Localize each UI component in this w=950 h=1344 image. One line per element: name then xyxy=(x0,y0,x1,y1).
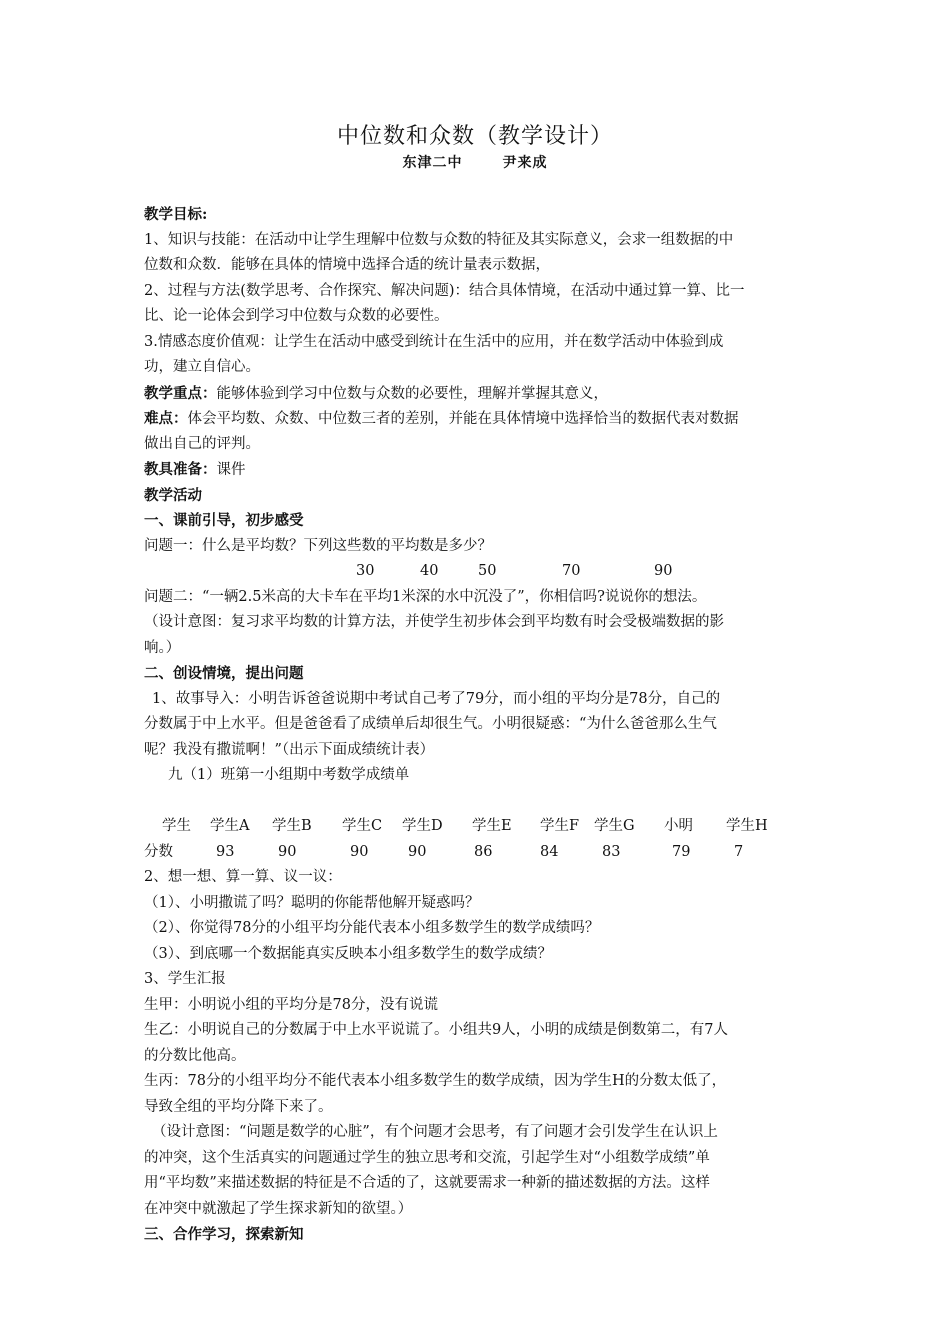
goal-1-line-2: 位数和众数．能够在具体的情境中选择合适的统计量表示数据， xyxy=(144,257,550,273)
story-line-3: 呢？我没有撒谎啊！”（出示下面成绩统计表） xyxy=(144,741,435,758)
table-caption: 九（1）班第一小组期中考数学成绩单 xyxy=(168,767,410,783)
question-1: 问题一：什么是平均数？下列这些数的平均数是多少？ xyxy=(144,537,492,554)
goal-2-line-2: 比、论一论体会到学习中位数与众数的必要性。 xyxy=(144,308,449,324)
goal-1-line-1: 1、知识与技能：在活动中让学生理解中位数与众数的特征及其实际意义，会求一组数据的中 xyxy=(144,231,734,248)
table-cell: 学生E xyxy=(472,818,512,834)
number-item: 30 xyxy=(356,563,375,579)
table-cell: 83 xyxy=(602,843,621,860)
table-cell: 学生G xyxy=(594,818,635,834)
prep-label: 教具准备： xyxy=(144,461,217,478)
goal-3-line-2: 功，建立自信心。 xyxy=(144,359,260,375)
spacer xyxy=(144,789,812,815)
table-cell: 学生C xyxy=(342,818,383,834)
part-1-heading: 一、课前引导，初步感受 xyxy=(144,512,304,529)
goal-2-line-1: 2、过程与方法(数学思考、合作探究、解决问题)：结合具体情境，在活动中通过算一算、比一 xyxy=(144,282,745,299)
table-row-students xyxy=(144,814,812,840)
prep-text: 课件 xyxy=(216,462,246,478)
think-question-1: （1）、小明撒谎了吗？聪明的你能帮他解开疑惑吗？ xyxy=(144,894,480,911)
key-point-text: 能够体验到学习中位数与众数的必要性，理解并掌握其意义， xyxy=(216,385,608,402)
activity-heading: 教学活动 xyxy=(144,486,202,504)
difficulty-line-2: 做出自己的评判。 xyxy=(144,435,260,452)
table-cell: 学生 xyxy=(162,818,191,834)
think-question-2: （2）、你觉得78分的小组平均分能代表本小组多数学生的数学成绩吗？ xyxy=(144,920,600,936)
table-cell: 小明 xyxy=(664,818,693,834)
intent-2-line-4: 在冲突中就激起了学生探求新知的欲望。） xyxy=(144,1200,413,1217)
question-1-numbers xyxy=(144,559,812,585)
table-cell: 90 xyxy=(278,843,297,860)
goals-heading: 教学目标: xyxy=(144,206,208,223)
number-item: 90 xyxy=(654,563,673,579)
document-body xyxy=(144,202,812,1248)
byline xyxy=(0,153,950,173)
table-cell: 84 xyxy=(540,843,559,860)
table-cell: 学生F xyxy=(540,818,580,834)
think-question-3: （3）、到底哪一个数据能真实反映本小组多数学生的数学成绩？ xyxy=(144,945,552,962)
difficulty-text: 体会平均数、众数、中位数三者的差别，并能在具体情境中选择恰当的数据代表对数据 xyxy=(187,411,739,427)
table-cell: 93 xyxy=(216,843,235,860)
think-heading: 2、想一想、算一算、议一议： xyxy=(144,869,342,885)
report-a: 生甲：小明说小组的平均分是78分，没有说谎 xyxy=(144,996,438,1013)
report-heading: 3、学生汇报 xyxy=(144,971,226,987)
number-item: 50 xyxy=(478,563,497,579)
key-point xyxy=(144,381,812,407)
table-cell: 79 xyxy=(672,843,691,860)
part-2-heading: 二、创设情境，提出问题 xyxy=(144,665,304,682)
question-2: 问题二：“一辆2.5米高的大卡车在平均1米深的水中沉没了”，你相信吗?说说你的想法。 xyxy=(144,588,707,605)
key-point-label: 教学重点： xyxy=(144,384,217,402)
report-c-line-2: 导致全组的平均分降下来了。 xyxy=(144,1098,333,1115)
table-row-scores xyxy=(144,840,812,866)
table-cell: 学生A xyxy=(210,818,250,834)
difficulty-label: 难点： xyxy=(144,410,188,427)
goal-3-line-1: 3.情感态度价值观：让学生在活动中感受到统计在生活中的应用，并在数学活动中体验到成 xyxy=(144,333,724,350)
report-c-line-1: 生丙：78分的小组平均分不能代表本小组多数学生的数学成绩，因为学生H的分数太低了， xyxy=(144,1073,727,1089)
table-cell: 学生D xyxy=(402,818,443,834)
intent-1-line-1: （设计意图：复习求平均数的计算方法，并使学生初步体会到平均数有时会受极端数据的影 xyxy=(144,614,724,630)
table-cell: 90 xyxy=(408,843,427,860)
part-3-heading: 三、合作学习，探索新知 xyxy=(144,1226,304,1243)
school-name: 东津二中 xyxy=(402,155,463,171)
difficulty-line-1 xyxy=(144,406,812,432)
number-item: 70 xyxy=(562,563,581,579)
prep xyxy=(144,457,812,483)
intent-2-line-2: 的冲突，这个生活真实的问题通过学生的独立思考和交流，引起学生对“小组数学成绩”单 xyxy=(144,1149,710,1166)
page-title: 中位数和众数（教学设计） xyxy=(336,124,613,149)
table-cell: 学生B xyxy=(272,818,312,834)
intent-1-line-2: 响。） xyxy=(144,639,181,656)
number-item: 40 xyxy=(420,563,439,579)
intent-2-line-1: （设计意图：“问题是数学的心脏”，有个问题才会思考，有了问题才会引发学生在认识上 xyxy=(152,1124,718,1140)
report-b-line-2: 的分数比他高。 xyxy=(144,1047,246,1064)
story-line-2: 分数属于中上水平。但是爸爸看了成绩单后却很生气。小明很疑惑：“为什么爸爸那么生气 xyxy=(144,716,717,732)
table-cell: 7 xyxy=(734,843,744,860)
intent-2-line-3: 用“平均数”来描述数据的特征是不合适的了，这就要需求一种新的描述数据的方法。这样 xyxy=(144,1175,710,1191)
table-cell: 86 xyxy=(474,843,493,860)
table-cell: 分数 xyxy=(144,843,173,860)
table-cell: 90 xyxy=(350,843,369,860)
table-cell: 学生H xyxy=(726,818,768,834)
story-line-1: 1、故事导入：小明告诉爸爸说期中考试自己考了79分，而小组的平均分是78分，自己的 xyxy=(152,690,721,707)
report-b-line-1: 生乙：小明说自己的分数属于中上水平说谎了。小组共9人，小明的成绩是倒数第二，有7人 xyxy=(144,1022,728,1038)
author-name: 尹来成 xyxy=(502,155,548,171)
